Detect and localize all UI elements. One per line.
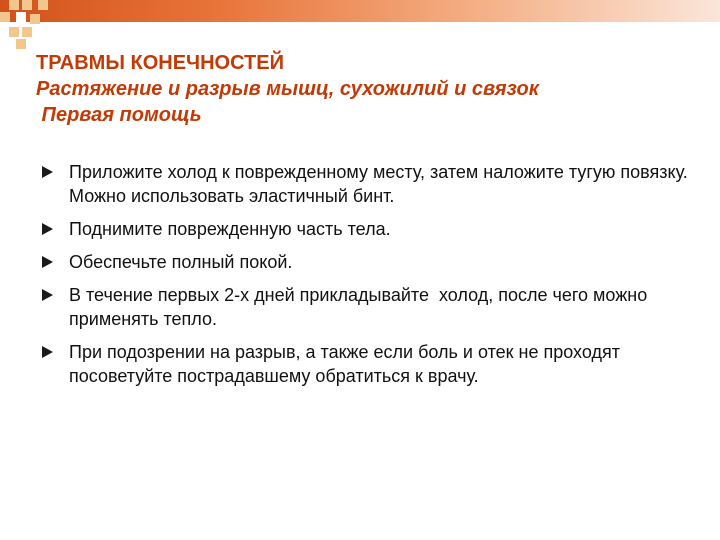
triangle-bullet-icon: [42, 223, 53, 235]
list-item-text: В течение первых 2-х дней прикладывайте холод, после чего можно применять тепло.: [69, 285, 653, 329]
slide-subtitle: Растяжение и разрыв мышц, сухожилий и связок: [36, 78, 539, 100]
list-item-text: Приложите холод к поврежденному месту, затем наложите тугую повязку. Можно использовать эластичный бинт.: [69, 162, 688, 206]
triangle-bullet-icon: [42, 166, 53, 178]
list-item-text: Обеспечьте полный покой.: [69, 252, 293, 272]
list-item-text: Поднимите поврежденную часть тела.: [69, 219, 391, 239]
list-item: [42, 283, 692, 331]
list-item: [42, 160, 692, 208]
decorative-square: [22, 27, 32, 37]
decorative-square: [22, 0, 32, 10]
triangle-bullet-icon: [42, 256, 53, 268]
decorative-square: [9, 0, 19, 10]
decorative-square: [9, 27, 19, 37]
list-item: [42, 250, 692, 274]
decorative-square: [30, 14, 40, 24]
instruction-list: [42, 160, 692, 397]
slide-heading: [36, 50, 696, 128]
decorative-square: [0, 12, 10, 22]
triangle-bullet-icon: [42, 289, 53, 301]
slide-title: ТРАВМЫ КОНЕЧНОСТЕЙ: [36, 52, 284, 74]
decorative-square: [38, 0, 48, 10]
header-gradient-band: [0, 0, 720, 22]
list-item: [42, 217, 692, 241]
decorative-square: [16, 39, 26, 49]
list-item: [42, 340, 692, 388]
section-title: Первая помощь: [36, 104, 202, 126]
list-item-text: При подозрении на разрыв, а также если боль и отек не проходят посоветуйте пострадавшему обратиться к врачу.: [69, 342, 620, 386]
triangle-bullet-icon: [42, 346, 53, 358]
decorative-square: [16, 12, 26, 22]
